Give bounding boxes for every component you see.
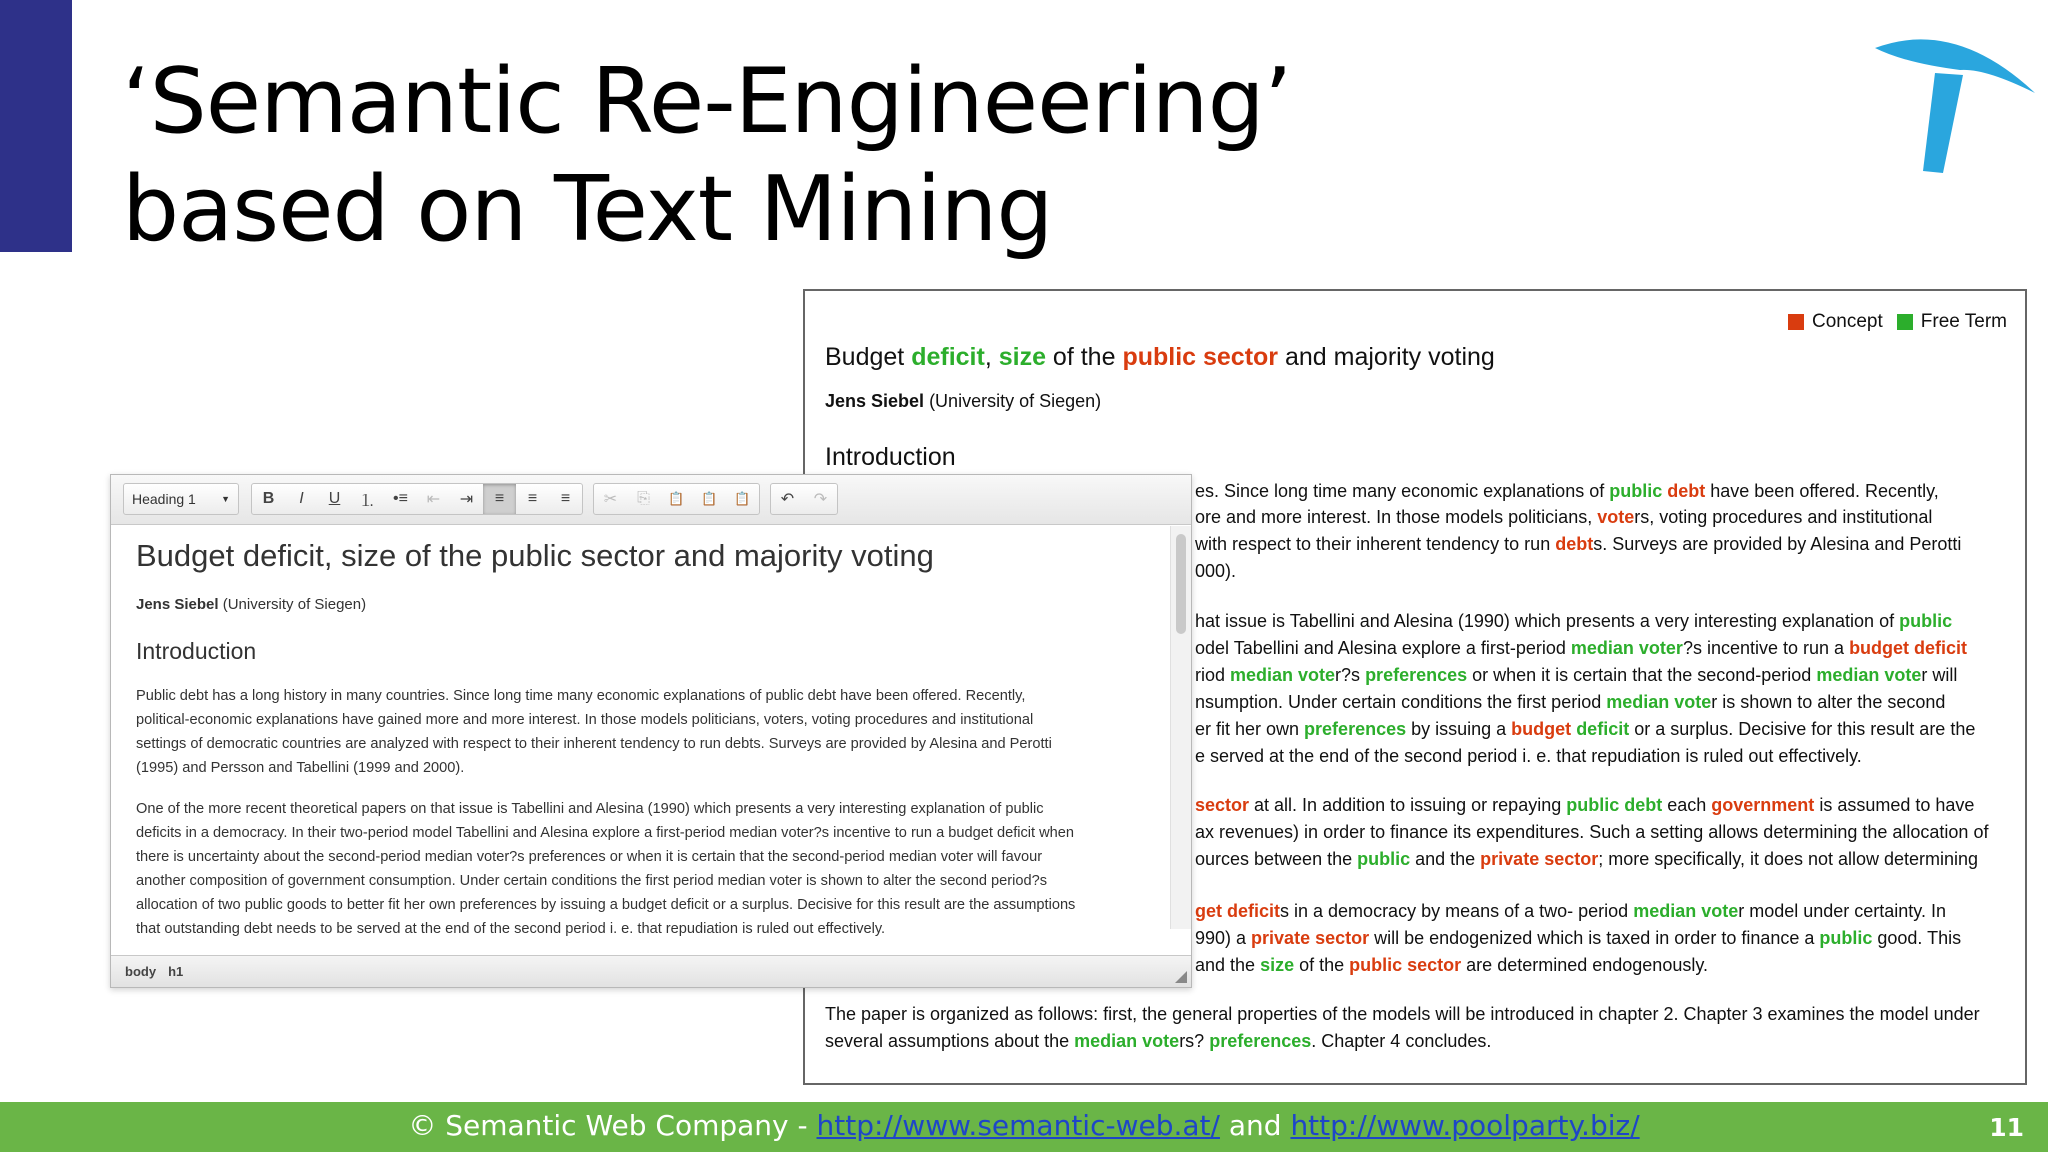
- chevron-down-icon: ▼: [221, 494, 230, 504]
- text-run: 000).: [1195, 561, 1237, 581]
- concept-term: debt: [1555, 534, 1594, 554]
- text-run: Budget: [825, 343, 912, 371]
- editor-paragraph-line[interactable]: deficits in a democracy. In their two-period model Tabellini and Alesina explore a first-period median voter?s incentive to run a budget deficit when: [136, 825, 1075, 841]
- align-center-button[interactable]: [516, 484, 549, 514]
- preview-text-line: [1195, 665, 1957, 686]
- concept-term: government: [1711, 795, 1815, 815]
- concept-term: public sector: [1122, 343, 1279, 371]
- preview-text-line: [1195, 719, 1975, 740]
- text-run: by issuing a: [1406, 719, 1512, 739]
- free-term: median vote: [1074, 1031, 1180, 1051]
- text-run: hat issue is Tabellini and Alesina (1990) which presents a very interesting explanation of: [1195, 611, 1900, 631]
- footer-link-poolparty[interactable]: http://www.poolparty.biz/: [1290, 1109, 1640, 1142]
- slide-title-line-2: based on Text Mining: [122, 157, 1053, 262]
- editor-scrollbar-thumb[interactable]: [1176, 534, 1186, 634]
- slide-title: [122, 48, 1291, 264]
- text-run: of the: [1294, 955, 1350, 975]
- align-left-button[interactable]: [483, 484, 516, 514]
- editor-paragraph-line[interactable]: there is uncertainty about the second-period median voter?s preferences or when it is certain that the second-period median voter will favour: [136, 849, 1043, 865]
- editor-paragraph-line[interactable]: (1995) and Persson and Tabellini (1999 and 2000).: [136, 760, 465, 776]
- text-run: have been offered. Recently,: [1705, 481, 1939, 501]
- text-run: nsumption. Under certain conditions the first period: [1195, 692, 1607, 712]
- preview-author-affiliation: (University of Siegen): [924, 391, 1102, 411]
- bold-icon: B: [262, 490, 275, 507]
- editor-statusbar: [111, 955, 1191, 987]
- toolbar-group: [770, 483, 838, 515]
- paste-word-icon: 📋: [734, 491, 751, 506]
- text-run: s in a democracy by means of a two- period: [1280, 901, 1634, 921]
- text-run: r will: [1921, 665, 1958, 685]
- preview-text-line: [1195, 955, 1708, 976]
- text-run: each: [1662, 795, 1712, 815]
- text-run: e served at the end of the second period i. e. that repudiation is ruled out effectively.: [1195, 746, 1862, 766]
- paste-word-button[interactable]: [726, 484, 759, 514]
- numbered-list-button[interactable]: [351, 484, 384, 514]
- poolparty-logo-icon: [1865, 28, 2045, 178]
- rich-text-editor[interactable]: [110, 474, 1192, 988]
- free-term: preferences: [1209, 1031, 1312, 1051]
- preview-text-line: [825, 1031, 1491, 1052]
- indent-icon: ⇥: [459, 491, 474, 508]
- editor-toolbar: [111, 475, 1191, 525]
- text-run: ; more specifically, it does not allow determining: [1598, 849, 1979, 869]
- preview-text-line: [1195, 507, 1932, 528]
- concept-term: debt: [1667, 481, 1706, 501]
- editor-section-heading[interactable]: Introduction: [136, 638, 257, 664]
- footer-bar: [0, 1102, 2048, 1152]
- editor-author-name: Jens Siebel: [136, 596, 219, 613]
- text-run: or a surplus. Decisive for this result are the: [1629, 719, 1976, 739]
- toolbar-group: [593, 483, 760, 515]
- format-select[interactable]: [123, 483, 239, 515]
- editor-paragraph-line[interactable]: allocation of two public goods to better fit her own preferences by issuing a budget deficit or a surplus. Decisive for this result are the assumptions: [136, 897, 1076, 913]
- text-run: odel Tabellini and Alesina explore a first-period: [1195, 638, 1571, 658]
- editor-document-title[interactable]: Budget deficit, size of the public sector and majority voting: [136, 538, 934, 573]
- text-run: r model under certainty. In: [1738, 901, 1946, 921]
- preview-text-line: [1195, 822, 1988, 843]
- text-run: and the: [1195, 955, 1261, 975]
- text-run: ore and more interest. In those models politicians,: [1195, 507, 1598, 527]
- preview-text-line: [1195, 611, 1952, 632]
- align-center-icon: ≡: [527, 490, 538, 507]
- align-left-icon: ≡: [494, 490, 505, 507]
- footer-text: [0, 1109, 2048, 1142]
- editor-paragraph-line[interactable]: political-economic explanations have gained more and more interest. In those models politicians, voters, voting procedures and institutional: [136, 712, 1034, 728]
- text-run: . Chapter 4 concludes.: [1311, 1031, 1492, 1051]
- text-run: r?s: [1335, 665, 1366, 685]
- preview-text-line: [825, 1004, 1980, 1025]
- editor-author-affiliation: (University of Siegen): [218, 596, 367, 613]
- free-term: size: [998, 343, 1046, 371]
- text-run: es. Since long time many economic explanations of: [1195, 481, 1610, 501]
- footer-link-semantic-web[interactable]: http://www.semantic-web.at/: [816, 1109, 1220, 1142]
- editor-author[interactable]: [136, 596, 366, 613]
- italic-icon: I: [299, 490, 304, 507]
- editor-paragraph-line[interactable]: Public debt has a long history in many countries. Since long time many economic explanations of public debt have been offered. Recently,: [136, 688, 1026, 704]
- bold-button[interactable]: [252, 484, 285, 514]
- align-right-icon: ≡: [560, 490, 571, 507]
- slide-title-line-1: ‘Semantic Re-Engineering’: [122, 49, 1292, 154]
- free-term: public: [1357, 849, 1411, 869]
- cut-button[interactable]: [594, 484, 627, 514]
- text-run: with respect to their inherent tendency to run: [1195, 534, 1556, 554]
- text-run: er fit her own: [1195, 719, 1305, 739]
- preview-text-line: [1195, 849, 1978, 870]
- free-term: median voter: [1570, 638, 1683, 658]
- text-run: The paper is organized as follows: first, the general properties of the models will be introduced in chapter 2. Chapter 3 examines the model under: [825, 1004, 1980, 1024]
- preview-text-line: [1195, 692, 1945, 713]
- text-run: good. This: [1872, 928, 1962, 948]
- preview-text-line: [1195, 481, 1939, 502]
- bullet-list-icon: •≡: [393, 490, 408, 507]
- free-term: public: [1899, 611, 1953, 631]
- preview-text-line: [1195, 746, 1862, 767]
- format-select-value: Heading 1: [132, 491, 196, 507]
- free-term: deficit: [911, 343, 985, 371]
- text-run: will be endogenized which is taxed in order to finance a: [1369, 928, 1820, 948]
- text-run: s. Surveys are provided by Alesina and Perotti: [1593, 534, 1962, 554]
- concept-term: vote: [1597, 507, 1635, 527]
- editor-paragraph-line[interactable]: One of the more recent theoretical papers on that issue is Tabellini and Alesina (1990) which presents a very interesting explanation of public: [136, 801, 1044, 817]
- preview-text-line: [1195, 561, 1236, 582]
- text-run: 990) a: [1195, 928, 1252, 948]
- free-term: median vote: [1230, 665, 1336, 685]
- free-term: median vote: [1633, 901, 1739, 921]
- preview-text-line: [1195, 928, 1961, 949]
- underline-icon: U: [328, 490, 341, 507]
- paste-text-icon: 📋: [701, 491, 718, 506]
- element-path-item[interactable]: body: [125, 964, 157, 979]
- preview-text-line: [1195, 795, 1974, 816]
- paste-icon: 📋: [668, 491, 685, 506]
- editor-paragraph-line[interactable]: settings of democratic countries are analyzed with respect to their inherent tendency to run debts. Surveys are provided by Alesina and Perotti: [136, 736, 1052, 752]
- concept-term: budget: [1511, 719, 1572, 739]
- legend-label-free-term: Free Term: [1920, 311, 2007, 332]
- preview-text-line: [1195, 534, 1961, 555]
- concept-term: budget deficit: [1849, 638, 1968, 658]
- free-term: public debt: [1566, 795, 1663, 815]
- indent-button[interactable]: [450, 484, 483, 514]
- resize-handle-icon[interactable]: [1175, 971, 1187, 983]
- text-run: and the: [1410, 849, 1481, 869]
- paste-button[interactable]: [660, 484, 693, 514]
- preview-section-heading: Introduction: [825, 443, 956, 471]
- accent-bar: [0, 0, 72, 252]
- footer-and: and: [1219, 1109, 1291, 1142]
- free-term: size: [1260, 955, 1295, 975]
- preview-author-name: Jens Siebel: [825, 391, 925, 411]
- text-run: rs, voting procedures and institutional: [1634, 507, 1933, 527]
- legend-label-concept: Concept: [1811, 311, 1883, 332]
- element-path-item[interactable]: h1: [168, 964, 184, 979]
- editor-paragraph-line[interactable]: that outstanding debt needs to be served at the end of the second period i. e. that repudiation is ruled out effectively.: [136, 921, 886, 937]
- copy-icon: ⎘: [637, 490, 650, 507]
- toolbar-group: [251, 483, 583, 515]
- underline-button[interactable]: [318, 484, 351, 514]
- text-run: r is shown to alter the second: [1711, 692, 1946, 712]
- numbered-list-icon: ⒈: [359, 492, 376, 510]
- copy-button[interactable]: [627, 484, 660, 514]
- concept-term: private sector: [1251, 928, 1370, 948]
- concept-term: sector: [1195, 795, 1250, 815]
- free-term: deficit: [1576, 719, 1630, 739]
- free-term: median vote: [1606, 692, 1712, 712]
- free-term: public: [1819, 928, 1873, 948]
- free-term: preferences: [1304, 719, 1407, 739]
- text-run: are determined endogenously.: [1461, 955, 1709, 975]
- redo-icon: ↷: [813, 491, 828, 508]
- redo-button[interactable]: [804, 484, 837, 514]
- editor-content-area[interactable]: [111, 526, 1169, 937]
- preview-text-line: [1195, 638, 1967, 659]
- text-run: ?s incentive to run a: [1682, 638, 1850, 658]
- footer-copyright: © Semantic Web Company -: [408, 1109, 817, 1142]
- text-run: several assumptions about the: [825, 1031, 1075, 1051]
- preview-text-line: [1195, 901, 1946, 922]
- bullet-list-button[interactable]: [384, 484, 417, 514]
- concept-term: public sector: [1349, 955, 1462, 975]
- element-path: [125, 964, 195, 979]
- editor-paragraph-line[interactable]: another composition of government consumption. Under certain conditions the first period median voter is shown to alter the second period?s: [136, 873, 1047, 889]
- undo-icon: ↶: [780, 491, 795, 508]
- text-run: riod: [1195, 665, 1231, 685]
- text-run: ,: [984, 343, 999, 371]
- text-run: and majority voting: [1278, 343, 1495, 371]
- page-number: 11: [1989, 1113, 2024, 1142]
- editor-scrollbar[interactable]: [1170, 526, 1191, 929]
- text-run: ax revenues) in order to finance its expenditures. Such a setting allows determining the allocation of: [1195, 822, 1989, 842]
- text-run: or when it is certain that the second-period: [1467, 665, 1817, 685]
- concept-term: get deficit: [1195, 901, 1281, 921]
- text-run: is assumed to have: [1814, 795, 1975, 815]
- free-term: public: [1609, 481, 1663, 501]
- undo-button[interactable]: [771, 484, 804, 514]
- italic-button[interactable]: [285, 484, 318, 514]
- concept-term: private sector: [1480, 849, 1599, 869]
- paste-text-button[interactable]: [693, 484, 726, 514]
- outdent-icon: ⇤: [426, 491, 441, 508]
- outdent-button[interactable]: [417, 484, 450, 514]
- free-term: median vote: [1816, 665, 1922, 685]
- align-right-button[interactable]: [549, 484, 582, 514]
- text-run: rs?: [1179, 1031, 1210, 1051]
- text-run: at all. In addition to issuing or repaying: [1249, 795, 1567, 815]
- text-run: ources between the: [1195, 849, 1358, 869]
- cut-icon: ✂: [603, 491, 618, 508]
- text-run: of the: [1045, 343, 1123, 371]
- free-term: preferences: [1365, 665, 1468, 685]
